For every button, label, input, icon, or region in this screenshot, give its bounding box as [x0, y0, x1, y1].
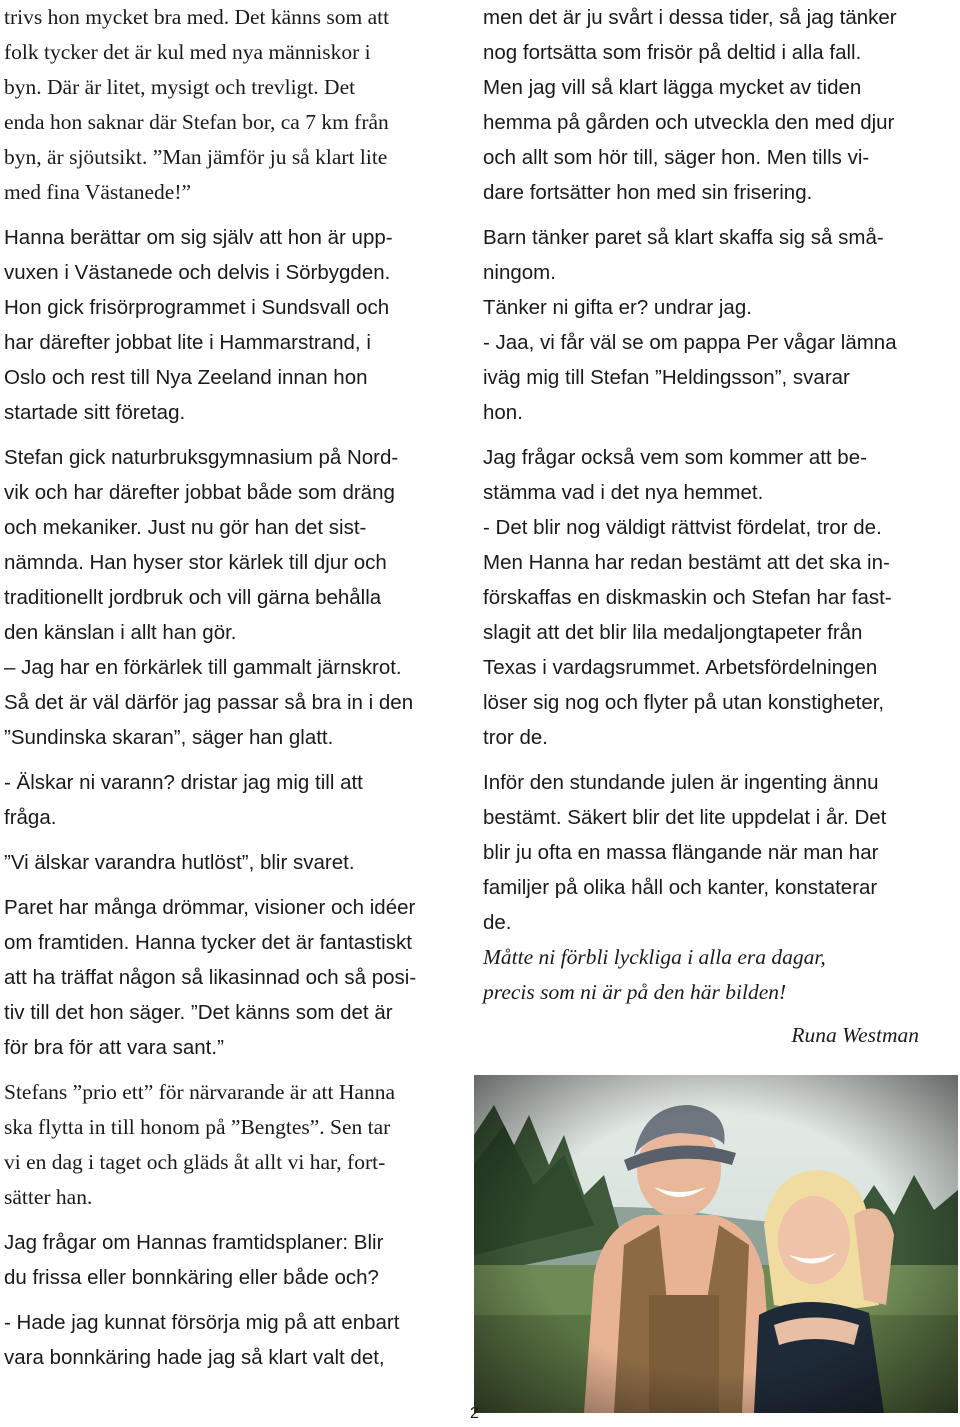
text-line: om framtiden. Hanna tycker det är fantastiskt	[4, 931, 412, 954]
text-line: har därefter jobbat lite i Hammarstrand, i	[4, 331, 371, 354]
text-line: Måtte ni förbli lyckliga i alla era dagar,	[483, 945, 826, 969]
text-line: Hon gick frisörprogrammet i Sundsvall och	[4, 296, 390, 319]
text-line: vi en dag i taget och gläds åt allt vi har, fort-	[4, 1150, 386, 1174]
paragraph-answer-plans	[4, 1305, 470, 1375]
text-line: enda hon saknar där Stefan bor, ca 7 km från	[4, 110, 389, 134]
text-line: de.	[483, 911, 512, 934]
text-line: sätter han.	[4, 1185, 93, 1209]
text-line: Tänker ni gifta er? undrar jag.	[483, 296, 752, 319]
paragraph-question-love	[4, 765, 470, 835]
text-line: fråga.	[4, 806, 57, 829]
text-line: slagit att det blir lila medaljongtapeter från	[483, 621, 863, 644]
paragraph-hanna-background	[4, 220, 470, 430]
text-line: men det är ju svårt i dessa tider, så jag tänker	[483, 6, 897, 29]
text-line: - Det blir nog väldigt rättvist fördelat, tror de.	[483, 516, 882, 539]
text-line: – Jag har en förkärlek till gammalt järnskrot.	[4, 656, 402, 679]
text-line: förskaffas en diskmaskin och Stefan har fast-	[483, 586, 892, 609]
text-line: iväg mig till Stefan ”Heldingsson”, svarar	[483, 366, 850, 389]
text-line: och allt som hör till, säger hon. Men tills vi-	[483, 146, 870, 169]
paragraph-dreams	[4, 890, 470, 1065]
text-line: du frissa eller bonnkäring eller både och?	[4, 1266, 379, 1289]
paragraph-stefan-background	[4, 440, 470, 755]
text-line: hemma på gården och utveckla den med djur	[483, 111, 895, 134]
paragraph-priority	[4, 1075, 470, 1215]
text-line: byn, är sjöutsikt. ”Man jämför ju så klart lite	[4, 145, 388, 169]
text-line: ”Sundinska skaran”, säger han glatt.	[4, 726, 334, 749]
text-line: traditionellt jordbruk och vill gärna behålla	[4, 586, 382, 609]
text-line: löser sig nog och flyter på utan konstigheter,	[483, 691, 885, 714]
text-line: nämnda. Han hyser stor kärlek till djur och	[4, 551, 387, 574]
text-line: Paret har många drömmar, visioner och idéer	[4, 896, 416, 919]
text-line: Så det är väl därför jag passar så bra in i den	[4, 691, 414, 714]
text-line: Texas i vardagsrummet. Arbetsfördelningen	[483, 656, 878, 679]
text-line: - Hade jag kunnat försörja mig på att enbart	[4, 1311, 400, 1334]
paragraph-answer-love	[4, 845, 470, 880]
paragraph-home-decisions	[483, 440, 955, 755]
right-column	[483, 0, 955, 1053]
text-line: byn. Där är litet, mysigt och trevligt. Det	[4, 75, 356, 99]
text-line: Stefan gick naturbruksgymnasium på Nord-	[4, 446, 399, 469]
text-line: ningom.	[483, 261, 556, 284]
text-line: vik och har därefter jobbat både som dräng	[4, 481, 395, 504]
text-line: den känslan i allt han gör.	[4, 621, 237, 644]
text-line: bestämt. Säkert blir det lite uppdelat i år. Det	[483, 806, 887, 829]
text-line: folk tycker det är kul med nya människor i	[4, 40, 371, 64]
author-signature: Runa Westman	[791, 1023, 919, 1047]
text-line: Stefans ”prio ett” för närvarande är att Hanna	[4, 1080, 395, 1104]
text-line: precis som ni är på den här bilden!	[483, 980, 787, 1004]
text-line: stämma vad i det nya hemmet.	[483, 481, 764, 504]
paragraph-children-marriage	[483, 220, 955, 430]
paragraph-hairdresser	[483, 0, 955, 210]
closing-wish	[483, 940, 955, 1010]
page-number: 2	[470, 1405, 479, 1422]
text-line: familjer på olika håll och kanter, konstaterar	[483, 876, 878, 899]
paragraph-village-life	[4, 0, 470, 210]
text-line: tiv till det hon säger. ”Det känns som det är	[4, 1001, 393, 1024]
text-line: dare fortsätter hon med sin frisering.	[483, 181, 813, 204]
text-line: - Jaa, vi får väl se om pappa Per vågar lämna	[483, 331, 897, 354]
text-line: och mekaniker. Just nu gör han det sist-	[4, 516, 367, 539]
text-line: vara bonnkäring hade jag så klart valt det,	[4, 1346, 385, 1369]
text-line: Inför den stundande julen är ingenting ännu	[483, 771, 879, 794]
couple-photo	[474, 1075, 958, 1413]
text-line: Jag frågar om Hannas framtidsplaner: Blir	[4, 1231, 384, 1254]
text-line: Men jag vill så klart lägga mycket av tiden	[483, 76, 862, 99]
text-line: startade sitt företag.	[4, 401, 186, 424]
text-line: Hanna berättar om sig själv att hon är upp-	[4, 226, 393, 249]
text-line: att ha träffat någon så likasinnad och så posi-	[4, 966, 417, 989]
text-line: Jag frågar också vem som kommer att be-	[483, 446, 867, 469]
text-line: tror de.	[483, 726, 548, 749]
paragraph-future-plans	[4, 1225, 470, 1295]
left-column	[4, 0, 470, 1375]
text-line: ”Vi älskar varandra hutlöst”, blir svaret.	[4, 851, 355, 874]
paragraph-christmas	[483, 765, 955, 940]
text-line: vuxen i Västanede och delvis i Sörbygden.	[4, 261, 391, 284]
text-line: blir ju ofta en massa flängande när man har	[483, 841, 879, 864]
text-line: för bra för att vara sant.”	[4, 1036, 224, 1059]
text-line: Barn tänker paret så klart skaffa sig så små-	[483, 226, 884, 249]
text-line: nog fortsätta som frisör på deltid i alla fall.	[483, 41, 862, 64]
text-line: med fina Västanede!”	[4, 180, 192, 204]
text-line: ska flytta in till honom på ”Bengtes”. Sen tar	[4, 1115, 391, 1139]
text-line: - Älskar ni varann? dristar jag mig till att	[4, 771, 363, 794]
text-line: hon.	[483, 401, 523, 424]
text-line: Men Hanna har redan bestämt att det ska in-	[483, 551, 890, 574]
text-line: Oslo och rest till Nya Zeeland innan hon	[4, 366, 368, 389]
text-line: trivs hon mycket bra med. Det känns som att	[4, 5, 390, 29]
